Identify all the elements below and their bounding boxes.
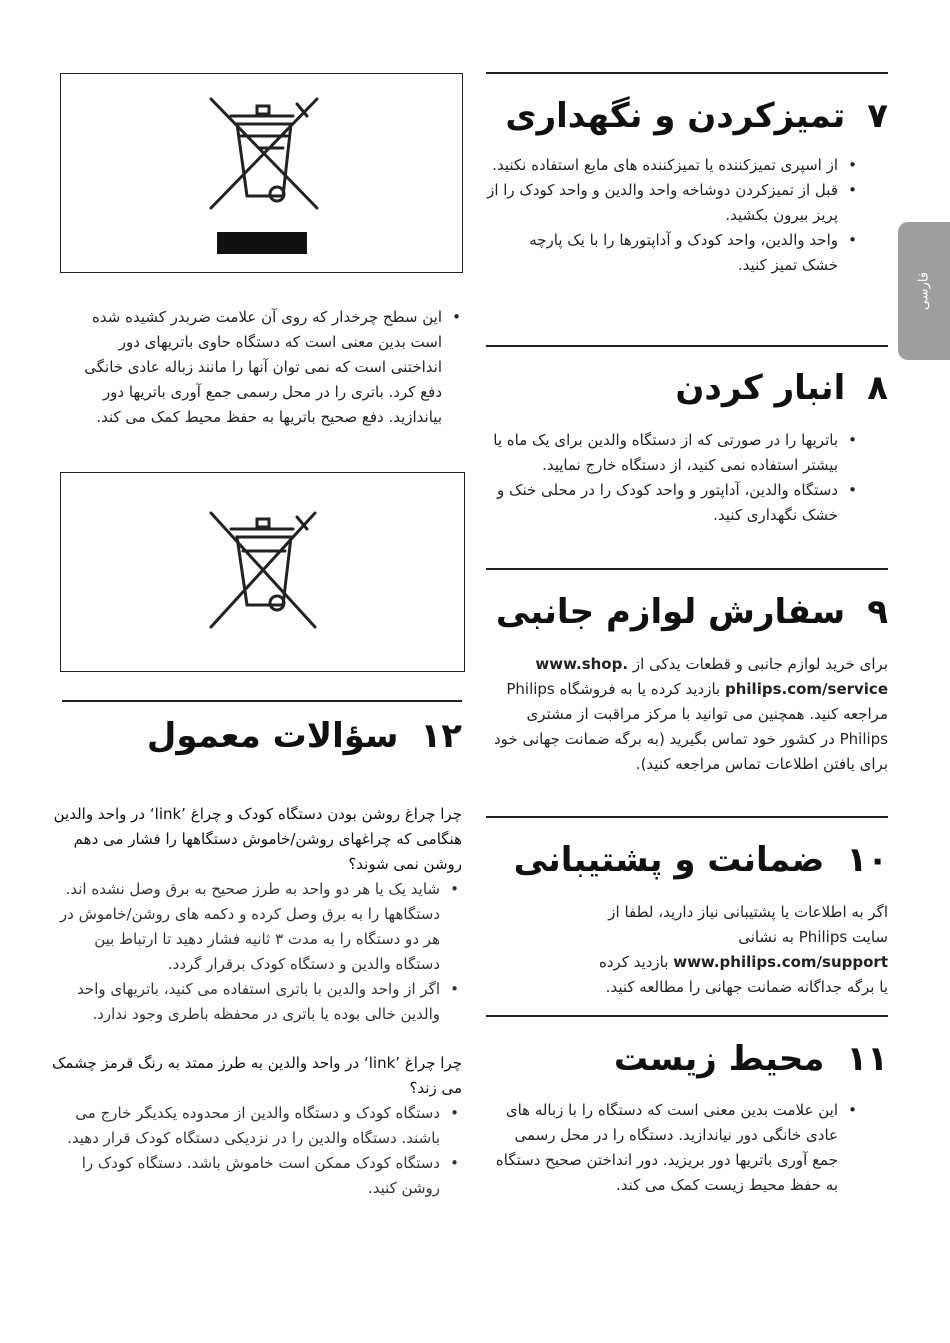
faq-answer-2-list [50, 1101, 462, 1201]
section-divider [62, 700, 462, 702]
list-item: • واحد والدین، واحد کودک و آداپتورها را با یک پارچه خشک تمیز کنید. [480, 228, 860, 278]
service-link[interactable]: philips.com/service [725, 680, 888, 698]
section-8-heading [675, 366, 888, 410]
section-7-heading [505, 94, 888, 138]
weee-symbol-image [60, 73, 463, 273]
brand-name: Philips [798, 928, 848, 946]
list-item: • از اسپری تمیزکننده یا تمیزکننده های مایع استفاده نکنید. [480, 153, 860, 178]
list-item: • این علامت بدین معنی است که دستگاه را با زباله های عادی خانگی دور نیاندازید. دستگاه را در محل رسمی جمع آوری باتریها دور بریزید. دور انداختن صحیح دستگاه به حفظ محیط زیست کمک می کند. [480, 1098, 860, 1198]
paragraph-text: در کشور خود تماس بگیرید (به برگه ضمانت جهانی خود برای یافتن اطلاعات تماس مراجعه کنید). [494, 730, 888, 773]
question-text: در واحد والدین هنگامی که چراغهای روشن/خاموش دستگاهها را فشار می دهم روشن نمی شوند؟ [53, 805, 462, 873]
list-item: • شاید یک یا هر دو واحد به طرز صحیح به برق وصل نشده اند. دستگاهها را به برق وصل کرده و دکمه های روشن/خاموش در هر دو دستگاه را به مدت ۳ ثانیه فشار دهید تا ارتباط بین دستگاه والدین و دستگاه کودک برقرار گردد. [50, 877, 462, 977]
language-tab[interactable] [898, 222, 950, 360]
section-10-heading [514, 838, 888, 882]
crossed-bin-icon [61, 473, 464, 671]
section-divider [486, 1015, 888, 1017]
language-tab-label: فارسی [916, 271, 932, 311]
paragraph-text: مراجعه کنید. همچنین می توانید با مرکز مراقبت از مشتری [526, 705, 888, 723]
paragraph-text: برای خرید لوازم جانبی و قطعات یدکی از [632, 655, 888, 673]
section-title: محیط زیست [613, 1039, 825, 1079]
list-item: • اگر از واحد والدین با باتری استفاده می کنید، باتریهای واحد والدین خالی بوده یا باتری در محفظه باطری وجود ندارد. [50, 977, 462, 1027]
list-item: • دستگاه کودک و دستگاه والدین از محدوده یکدیگر خارج می باشند. دستگاه والدین را در نزدیکی دستگاه کودک قرار دهید. [50, 1101, 462, 1151]
brand-name: Philips [839, 730, 888, 748]
paragraph-text: به نشانی [738, 928, 794, 946]
question-text: در واحد والدین به طرز ممتد به رنگ قرمز چشمک می زند؟ [52, 1054, 462, 1097]
brand-name: Philips [506, 680, 555, 698]
paragraph-text: بازدید کرده یا برگه جداگانه ضمانت جهانی را مطالعه کنید. [598, 953, 888, 996]
list-item: • قبل از تمیزکردن دوشاخه واحد والدین و واحد کودک را از پریز بیرون بکشید. [480, 178, 860, 228]
faq-question-1 [50, 802, 462, 877]
section-divider [486, 816, 888, 818]
accessories-paragraph [486, 652, 888, 777]
section-11-heading [614, 1037, 888, 1081]
paragraph-text: بازدید کرده یا به فروشگاه [559, 680, 721, 698]
section-number: ۹ [867, 592, 888, 632]
faq-answer-1-list [50, 877, 462, 1027]
section-title: تمیزکردن و نگهداری [505, 96, 846, 136]
list-item: • این سطح چرخدار که روی آن علامت ضربدر کشیده شده است بدین معنی است که دستگاه حاوی باتریهای دور انداختنی است که نمی توان آنها را مانند زباله عادی خانگی دفع کرد. باتری را در محل رسمی جمع آوری باتریها دور بیاندازید. دفع صحیح باتریها به حفظ محیط کمک می کند. [74, 305, 464, 430]
link-light-label: ‘link’ [363, 1054, 401, 1072]
section-title: سؤالات معمول [146, 716, 399, 756]
question-text: چرا چراغ [404, 1054, 462, 1072]
shop-link[interactable]: www.shop. [535, 655, 629, 673]
section-12-heading [147, 714, 462, 758]
section-number: ۱۱ [846, 1039, 888, 1079]
storage-list [480, 428, 860, 528]
section-9-heading [496, 590, 888, 634]
cleaning-list [480, 153, 860, 278]
section-divider [486, 568, 888, 570]
question-text: چرا چراغ روشن بودن دستگاه کودک و چراغ [190, 805, 462, 823]
environment-list [480, 1098, 860, 1198]
warranty-paragraph [598, 900, 888, 1000]
support-link[interactable]: www.philips.com/support [673, 953, 888, 971]
section-number: ۸ [867, 368, 888, 408]
list-item: • دستگاه والدین، آداپتور و واحد کودک را در محلی خنک و خشک نگهداری کنید. [480, 478, 860, 528]
faq-question-2 [50, 1051, 462, 1101]
list-item: • دستگاه کودک ممکن است خاموش باشد. دستگاه کودک را روشن کنید. [50, 1151, 462, 1201]
section-number: ۷ [867, 96, 888, 136]
paragraph-text: اگر به اطلاعات یا پشتیبانی نیاز دارید، لطفا از سایت [608, 903, 888, 946]
list-item: • باتریها را در صورتی که از دستگاه والدین برای یک ماه یا بیشتر استفاده نمی کنید، از دستگاه خارج نمایید. [480, 428, 860, 478]
section-title: انبار کردن [675, 368, 846, 408]
battery-disposal-list [74, 305, 464, 430]
section-number: ۱۰ [846, 840, 888, 880]
link-light-label: ‘link’ [149, 805, 186, 823]
battery-weee-image [60, 472, 465, 672]
section-title: سفارش لوازم جانبی [495, 592, 846, 632]
section-divider [486, 345, 888, 347]
section-number: ۱۲ [420, 716, 462, 756]
crossed-bin-icon [61, 74, 462, 272]
section-title: ضمانت و پشتیبانی [513, 840, 825, 880]
section-divider [486, 72, 888, 74]
